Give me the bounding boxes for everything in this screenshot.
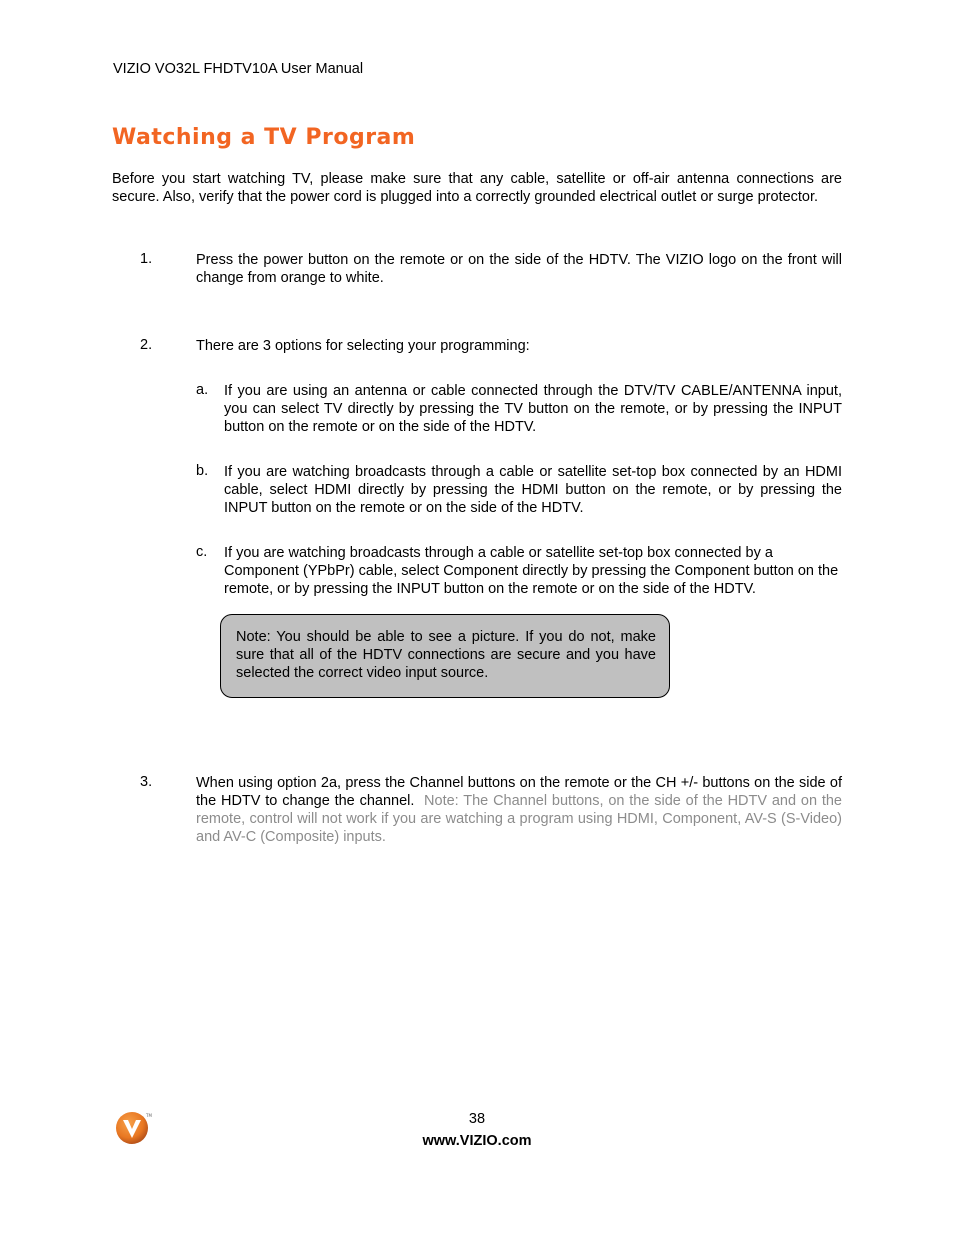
note-text: Note: You should be able to see a picture. If you do not, make sure that all of the HDTV connections are secure and you have selected the correct video input source. bbox=[236, 629, 656, 681]
option-b-letter: b. bbox=[196, 463, 209, 479]
step-3-number: 3. bbox=[140, 774, 153, 790]
intro-paragraph: Before you start watching TV, please make sure that any cable, satellite or off-air antenna connections are secure. Also, verify that the power cord is plugged into a correctly grounded electrical outlet or surge protector. bbox=[112, 171, 842, 205]
note-box bbox=[220, 614, 670, 698]
step-1-number: 1. bbox=[140, 251, 153, 267]
option-b-text: If you are watching broadcasts through a cable or satellite set-top box connected by an HDMI cable, select HDMI directly by pressing the HDMI button on the remote, or by pressing the INPUT button on the remote or on the side of the HDTV. bbox=[224, 464, 842, 516]
step-3-text bbox=[196, 774, 842, 846]
step-3-note: Note: The Channel buttons, on the side of the HDTV and on the remote, control will not work if you are watching a program using HDMI, Component, AV-S (S-Video) and AV-C (Composite) inputs. bbox=[196, 793, 842, 845]
option-c-text: If you are watching broadcasts through a cable or satellite set-top box connected by a Component (YPbPr) cable, select Component directly by pressing the Component button on the remote, or by pressing the INPUT button on the remote or on the side of the HDTV. bbox=[224, 545, 839, 597]
option-c-letter: c. bbox=[196, 544, 208, 560]
footer-url: www.VIZIO.com bbox=[422, 1133, 532, 1149]
step-2-text: There are 3 options for selecting your programming: bbox=[196, 338, 530, 354]
step-2-number: 2. bbox=[140, 337, 153, 353]
step-3-main-text: When using option 2a, press the Channel buttons on the remote or the CH +/- buttons on the side of the HDTV to change the channel. bbox=[196, 775, 842, 809]
option-a-text: If you are using an antenna or cable connected through the DTV/TV CABLE/ANTENNA input, you can select TV directly by pressing the TV button on the remote, or by pressing the INPUT button on the remote or on the side of the HDTV. bbox=[224, 383, 842, 435]
manual-title: VIZIO VO32L FHDTV10A User Manual bbox=[113, 61, 364, 77]
option-a-letter: a. bbox=[196, 382, 209, 398]
page-number: 38 bbox=[468, 1111, 486, 1127]
step-1-text: Press the power button on the remote or on the side of the HDTV. The VIZIO logo on the front will change from orange to white. bbox=[196, 252, 842, 286]
svg-text:TM: TM bbox=[146, 1113, 152, 1118]
section-title: Watching a TV Program bbox=[112, 125, 416, 150]
